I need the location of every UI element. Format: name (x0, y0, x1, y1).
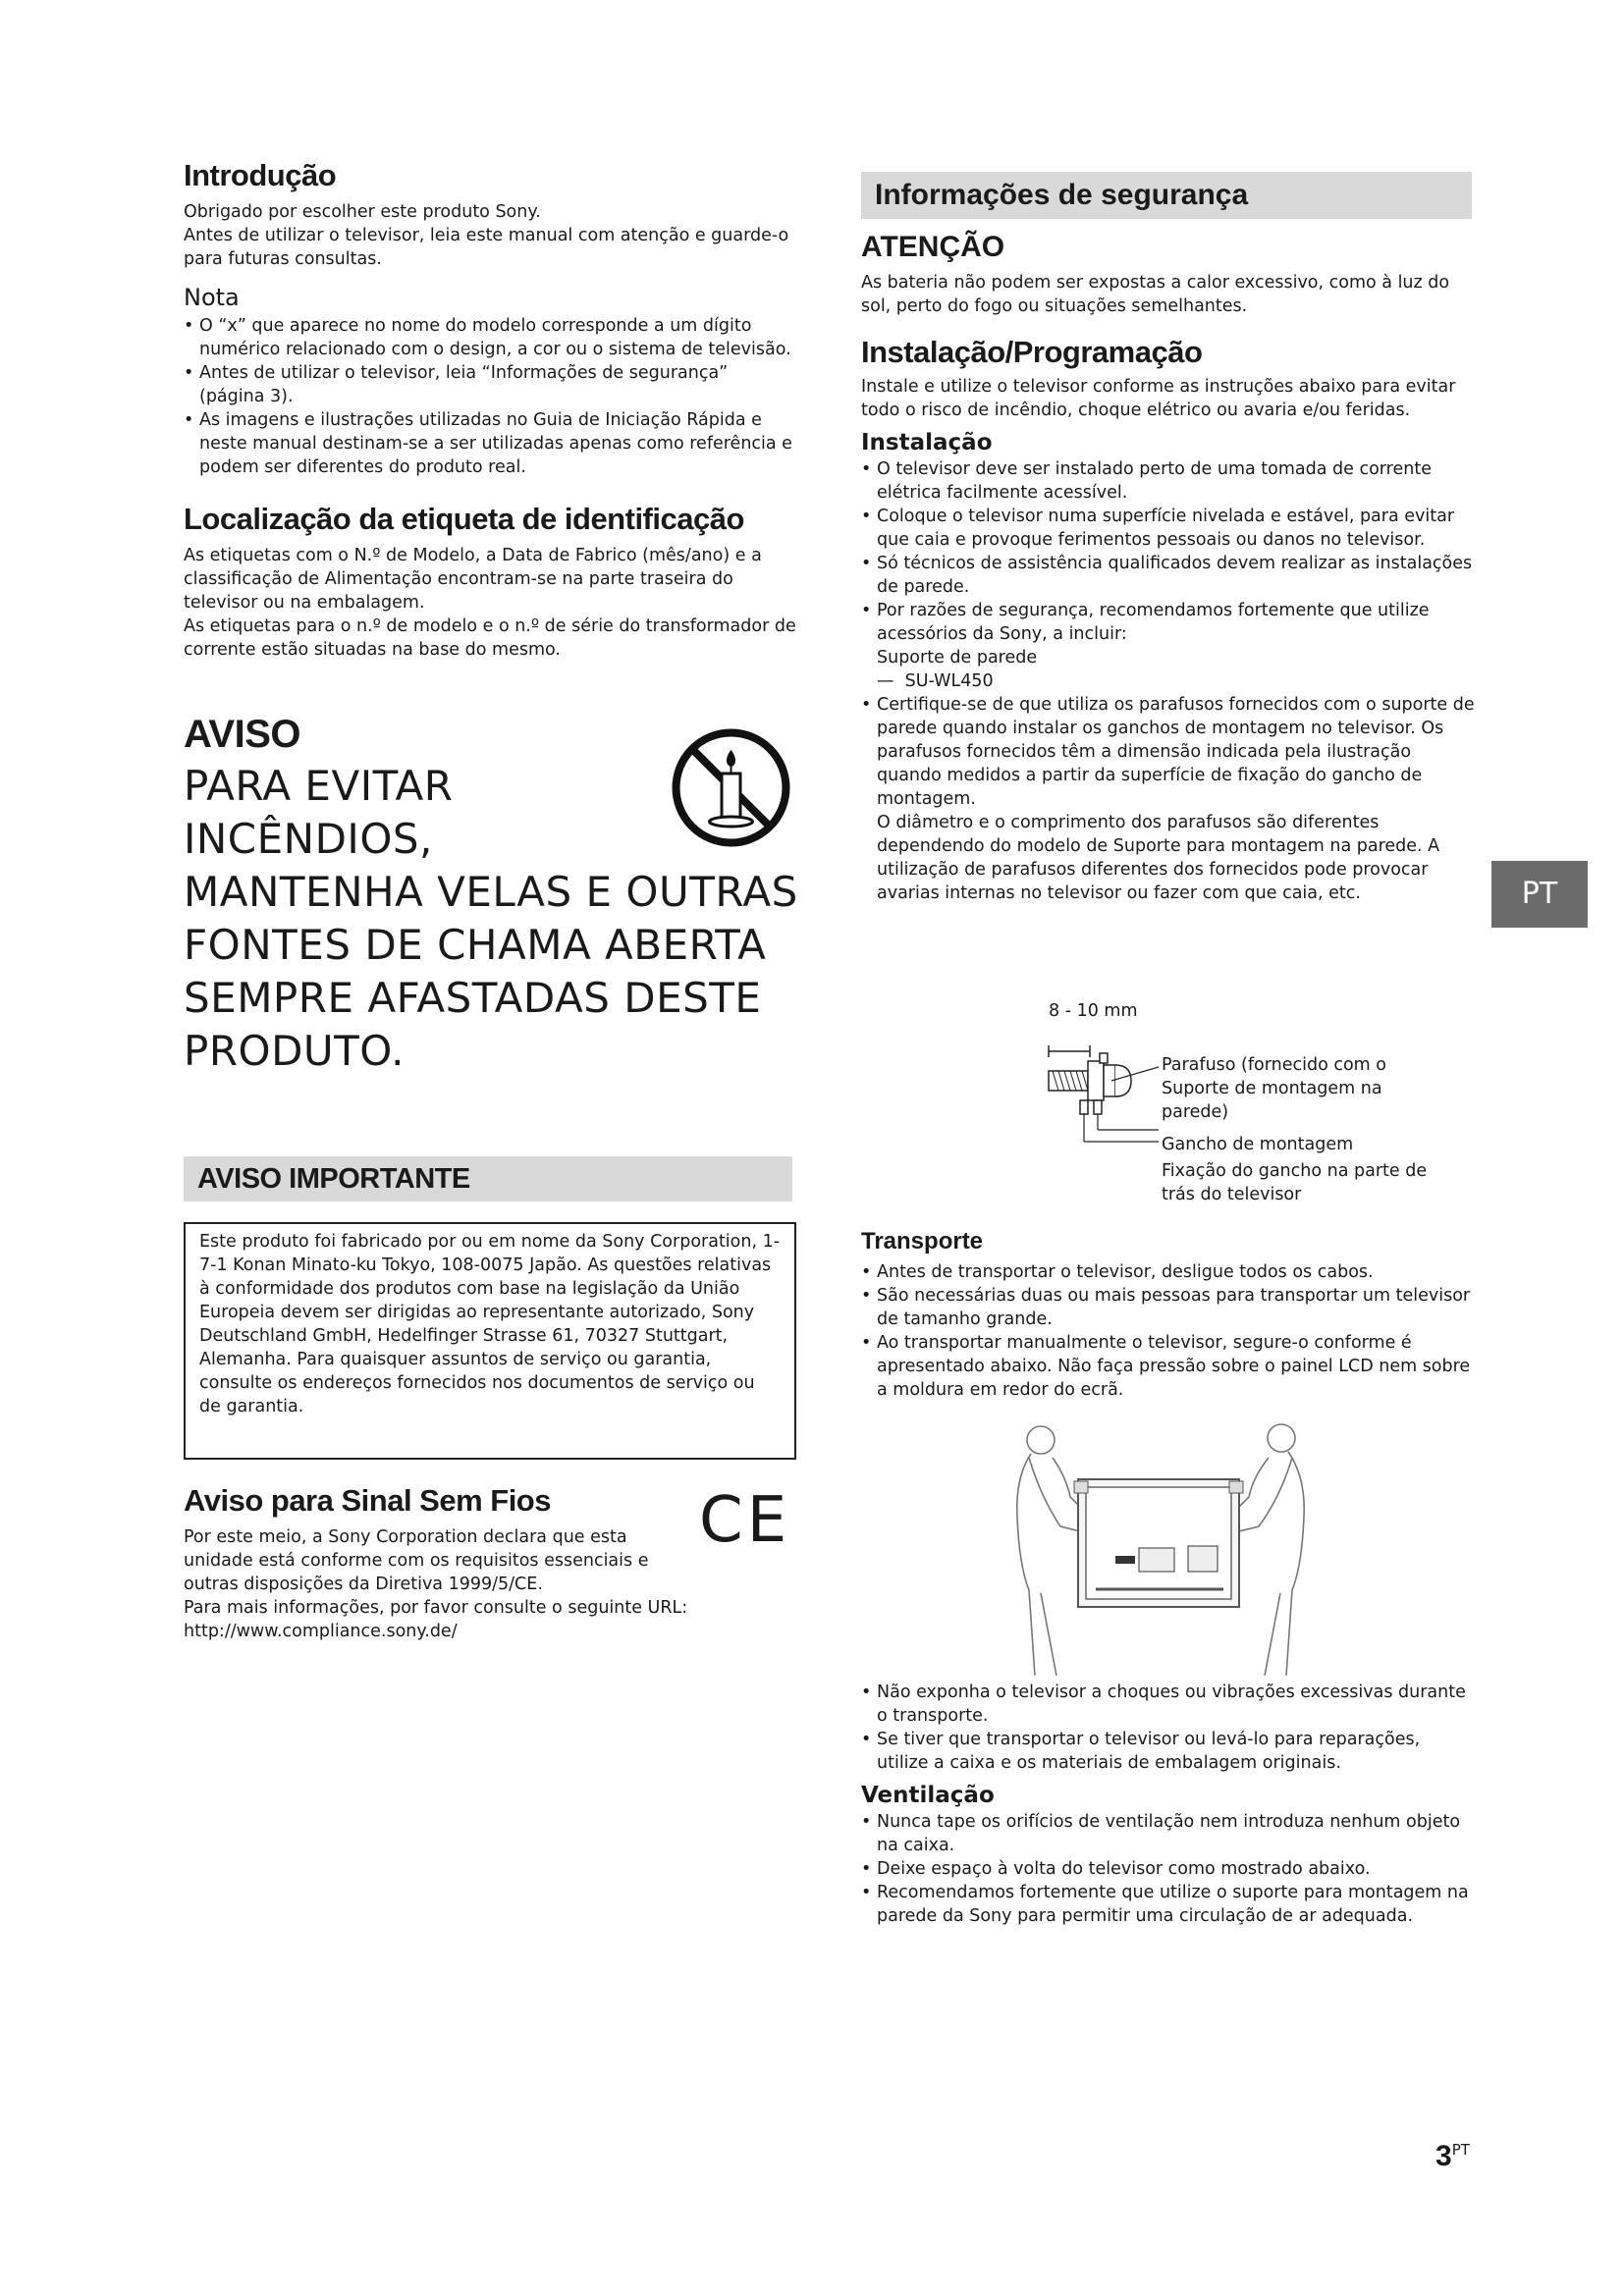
warning-line: PARA EVITAR (184, 762, 454, 810)
list-item: • Nunca tape os orifícios de ventilação nem introduza nenhum objeto na caixa. (861, 1810, 1475, 1857)
list-item: • As imagens e ilustrações utilizadas no Guia de Iniciação Rápida e neste manual destinam-se a ser utilizadas apenas como referência e podem ser diferentes do produto real. (184, 408, 797, 479)
important-notice-header (184, 1156, 792, 1201)
nota-list (184, 314, 797, 479)
important-notice-box (184, 1222, 796, 1460)
page-number-value: 3 (1435, 2140, 1452, 2172)
list-item: • Antes de utilizar o televisor, leia “Informações de segurança” (página 3). (184, 361, 797, 408)
wireless-title: Aviso para Sinal Sem Fios (184, 1483, 551, 1518)
list-item: • O “x” que aparece no nome do modelo corresponde a um dígito numérico relacionado com o design, a cor ou o sistema de televisão. (184, 314, 797, 361)
list-item: • São necessárias duas ou mais pessoas para transportar um televisor de tamanho grande. (861, 1284, 1475, 1331)
list-item: • Antes de transportar o televisor, desligue todos os cabos. (861, 1260, 1475, 1284)
instalacao-list (861, 457, 1475, 646)
page-number-suffix: PT (1451, 2141, 1470, 2159)
warning-title: AVISO (184, 713, 301, 756)
no-candle-icon (670, 726, 792, 849)
bracket-label: Suporte de parede (877, 648, 1038, 667)
screws-note: O diâmetro e o comprimento dos parafusos são diferentes dependendo do modelo de Suporte para montagem na parede. A utilização de parafusos diferentes dos fornecidos pode provocar avarias internas no televisor ou fazer com que caia, etc. (877, 813, 1440, 903)
list-item: • Certifique-se de que utiliza os parafusos fornecidos com o suporte de parede quando instalar os ganchos de montagem no televisor. Os parafusos fornecidos têm a dimensão indicada pela ilustração quando medidos a partir da superfície de fixação do gancho de montagem. (861, 693, 1475, 811)
warning-line: MANTENHA VELAS E OUTRAS (184, 868, 798, 916)
label-para-2: As etiquetas para o n.º de modelo e o n.º de série do transformador de corrente estão situadas na base do mesmo. (184, 616, 796, 660)
ventilation-list (861, 1810, 1475, 1928)
wireless-url: http://www.compliance.sony.de/ (184, 1622, 458, 1641)
left-column (184, 157, 797, 662)
hook-label: Gancho de montagem (1162, 1135, 1354, 1154)
important-notice-title: AVISO IMPORTANTE (197, 1163, 470, 1195)
transport-section (861, 1227, 1475, 1402)
tv-carry-illustration (1001, 1418, 1316, 1683)
language-tab: PT (1491, 861, 1588, 928)
wireless-para-1: Por este meio, a Sony Corporation declara que esta unidade está conforme com os requisitos essenciais e outras disposições da Diretiva 1999/5/CE. (184, 1527, 649, 1594)
list-item: • Recomendamos fortemente que utilize o suporte para montagem na parede da Sony para permitir uma circulação de ar adequada. (861, 1881, 1475, 1928)
important-notice-text: Este produto foi fabricado por ou em nome da Sony Corporation, 1-7-1 Konan Minato-ku Tokyo, 108-0075 Japão. As questões relativas à conformidade dos produtos com base na legislação da União Europeia devem ser dirigidas ao representante autorizado, Sony Deutschland GmbH, Hedelfinger Strasse 61, 70327 Stuttgart, Alemanha. Para quaisquer assuntos de serviço ou garantia, consulte os endereços fornecidos nos documentos de serviço ou de garantia. (199, 1232, 781, 1416)
transport-list (861, 1260, 1475, 1402)
atencao-text: As bateria não podem ser expostas a calor excessivo, como à luz do sol, perto do fogo ou situações semelhantes. (861, 273, 1450, 316)
transport-list-2 (861, 1681, 1475, 1775)
safety-title: Informações de segurança (875, 179, 1249, 211)
list-item: • O televisor deve ser instalado perto de uma tomada de corrente elétrica facilmente acessível. (861, 457, 1475, 505)
list-item: • Coloque o televisor numa superfície nivelada e estável, para evitar que caia e provoque ferimentos pessoais ou danos no televisor. (861, 505, 1475, 552)
nota-title: Nota (184, 284, 240, 311)
transport-title: Transporte (861, 1228, 984, 1255)
list-item: • Por razões de segurança, recomendamos fortemente que utilize acessórios da Sony, a incluir: (861, 599, 1475, 646)
page-number (1435, 2132, 1470, 2174)
warning-line: SEMPRE AFASTADAS DESTE (184, 974, 762, 1022)
list-item: • Não exponha o televisor a choques ou vibrações excessivas durante o transporte. (861, 1681, 1475, 1728)
install-prog-title: Instalação/Programação (861, 335, 1203, 369)
safety-header (861, 172, 1472, 219)
bracket-model: — SU-WL450 (877, 671, 994, 691)
transport-section-2 (861, 1681, 1475, 1928)
list-item: • Se tiver que transportar o televisor ou levá-lo para reparações, utilize a caixa e os materiais de embalagem originais. (861, 1728, 1475, 1775)
right-column (861, 228, 1475, 905)
screw-dimension: 8 - 10 mm (1049, 1001, 1138, 1021)
warning-line: FONTES DE CHAMA ABERTA (184, 921, 767, 969)
screws-list (861, 693, 1475, 811)
wireless-section (184, 1482, 733, 1643)
ce-mark: CE (699, 1484, 791, 1557)
label-location-title: Localização da etiqueta de identificação (184, 502, 744, 536)
list-item: • Só técnicos de assistência qualificados devem realizar as instalações de parede. (861, 552, 1475, 599)
install-prog-text: Instale e utilize o televisor conforme as instruções abaixo para evitar todo o risco de incêndio, choque elétrico ou avaria e/ou feridas. (861, 377, 1456, 420)
label-para-1: As etiquetas com o N.º de Modelo, a Data de Fabrico (mês/ano) e a classificação de Alimentação encontram-se na parte traseira do televisor ou na embalagem. (184, 546, 762, 613)
list-item: • Deixe espaço à volta do televisor como mostrado abaixo. (861, 1857, 1475, 1881)
warning-line: INCÊNDIOS, (184, 815, 433, 863)
atencao-title: ATENÇÃO (861, 231, 1005, 263)
fixing-label: Fixação do gancho na parte de trás do televisor (1162, 1161, 1428, 1204)
instalacao-title: Instalação (861, 430, 993, 455)
intro-para-1: Obrigado por escolher este produto Sony. (184, 202, 541, 222)
warning-line: PRODUTO. (184, 1027, 406, 1075)
bracket-model-name: SU-WL450 (904, 671, 994, 691)
intro-para-2: Antes de utilizar o televisor, leia este manual com atenção e guarde-o para futuras consultas. (184, 226, 789, 269)
screw-diagram (1041, 1026, 1164, 1144)
wireless-para-2: Para mais informações, por favor consulte o seguinte URL: (184, 1598, 688, 1618)
list-item: • Ao transportar manualmente o televisor, segure-o conforme é apresentado abaixo. Não faça pressão sobre o painel LCD nem sobre a moldura em redor do ecrã. (861, 1331, 1475, 1402)
intro-title: Introdução (184, 158, 337, 192)
ventilation-title: Ventilação (861, 1783, 995, 1808)
screw-label: Parafuso (fornecido com o Suporte de montagem na parede) (1162, 1055, 1386, 1122)
